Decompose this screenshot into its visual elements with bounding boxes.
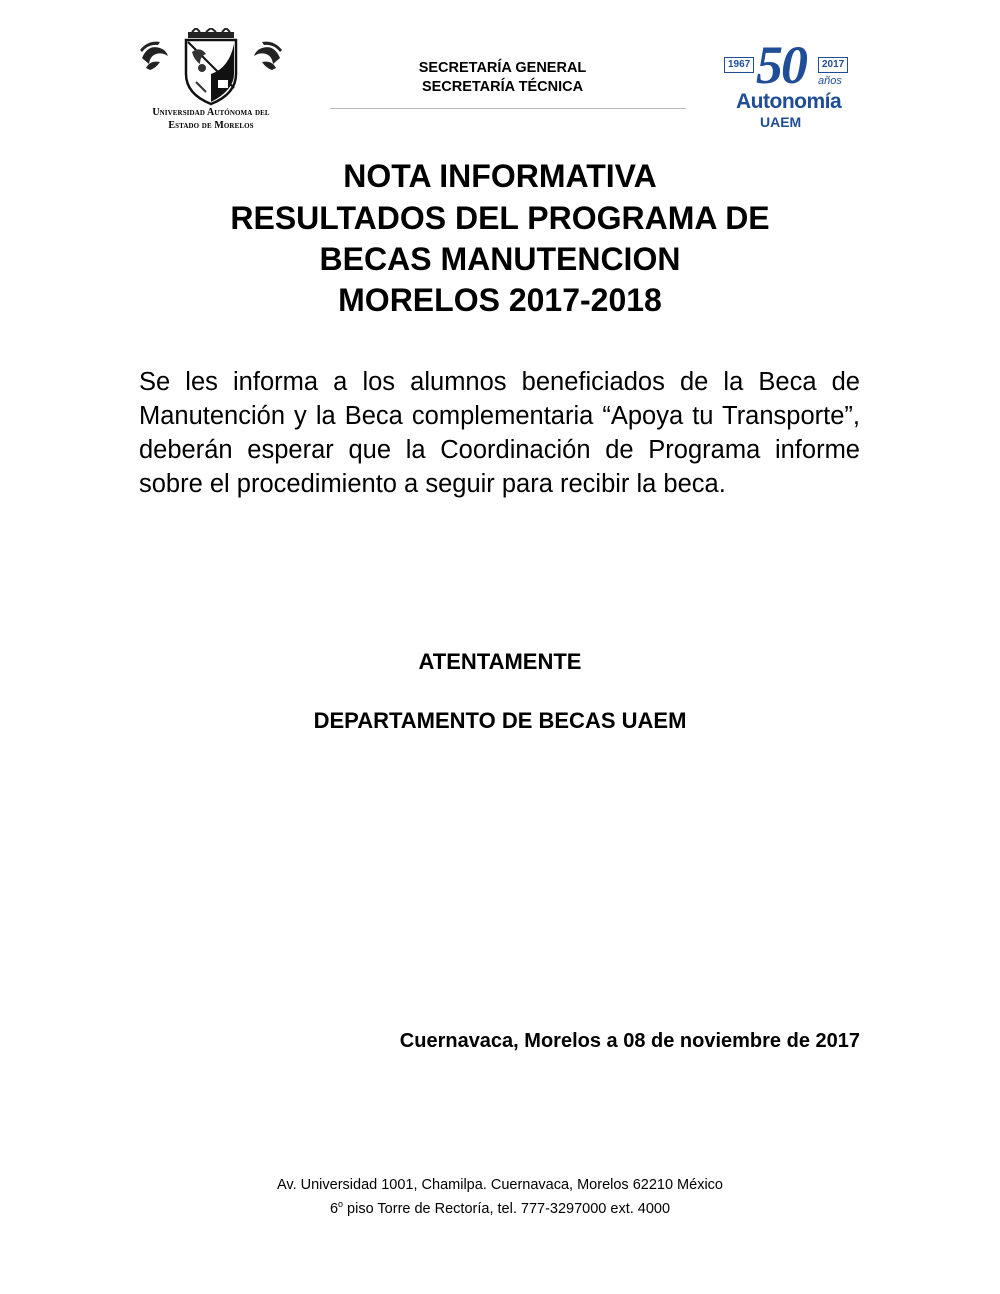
document-title-line-1: NOTA INFORMATIVA [343, 158, 657, 194]
office-secretaria-general: SECRETARÍA GENERAL [418, 60, 587, 76]
header-office [330, 59, 675, 97]
footer-location-contact: piso Torre de Rectoría, tel. 777-3297000 ext. 4000 [343, 1200, 671, 1217]
anniversary-years-word: años [818, 75, 842, 87]
anniversary-acronym: UAEM [760, 114, 802, 130]
office-secretaria-tecnica: SECRETARÍA TÉCNICA [421, 79, 584, 95]
university-crest-icon [136, 28, 286, 106]
anniversary-logo [720, 35, 856, 132]
footer-floor-number: 6 [329, 1200, 339, 1217]
footer-contact [150, 1195, 850, 1219]
anniversary-year-end: 2017 [818, 57, 848, 73]
closing-department: DEPARTAMENTO DE BECAS UAEM [313, 708, 687, 733]
closing-salutation: ATENTAMENTE [418, 649, 582, 674]
anniversary-year-start: 1967 [724, 57, 754, 73]
document-title-line-2: RESULTADOS DEL PROGRAMA DE [230, 200, 770, 236]
header-divider [330, 108, 686, 109]
university-name-line-1: Universidad Autónoma del [152, 107, 270, 118]
document-title-line-4: MORELOS 2017-2018 [338, 282, 662, 318]
body-paragraph: Se les informa a los alumnos beneficiados de la Beca de Manutención y la Beca complementaria “Apoya tu Transporte”, deberán esperar que la Coordinación de Programa informe sobre el procedimiento a seguir para recibir la beca. [139, 368, 860, 498]
anniversary-number: 50 [756, 35, 806, 95]
footer-floor-suffix: o [338, 1199, 344, 1209]
university-name-line-2: Estado de Morelos [168, 120, 254, 131]
footer-address: Av. Universidad 1001, Chamilpa. Cuernavaca, Morelos 62210 México [277, 1177, 723, 1193]
date-location: Cuernavaca, Morelos a 08 de noviembre de 2017 [399, 1030, 860, 1052]
anniversary-word: Autonomía [736, 90, 842, 113]
document-title-line-3: BECAS MANUTENCION [319, 241, 681, 277]
university-logo [136, 28, 286, 138]
